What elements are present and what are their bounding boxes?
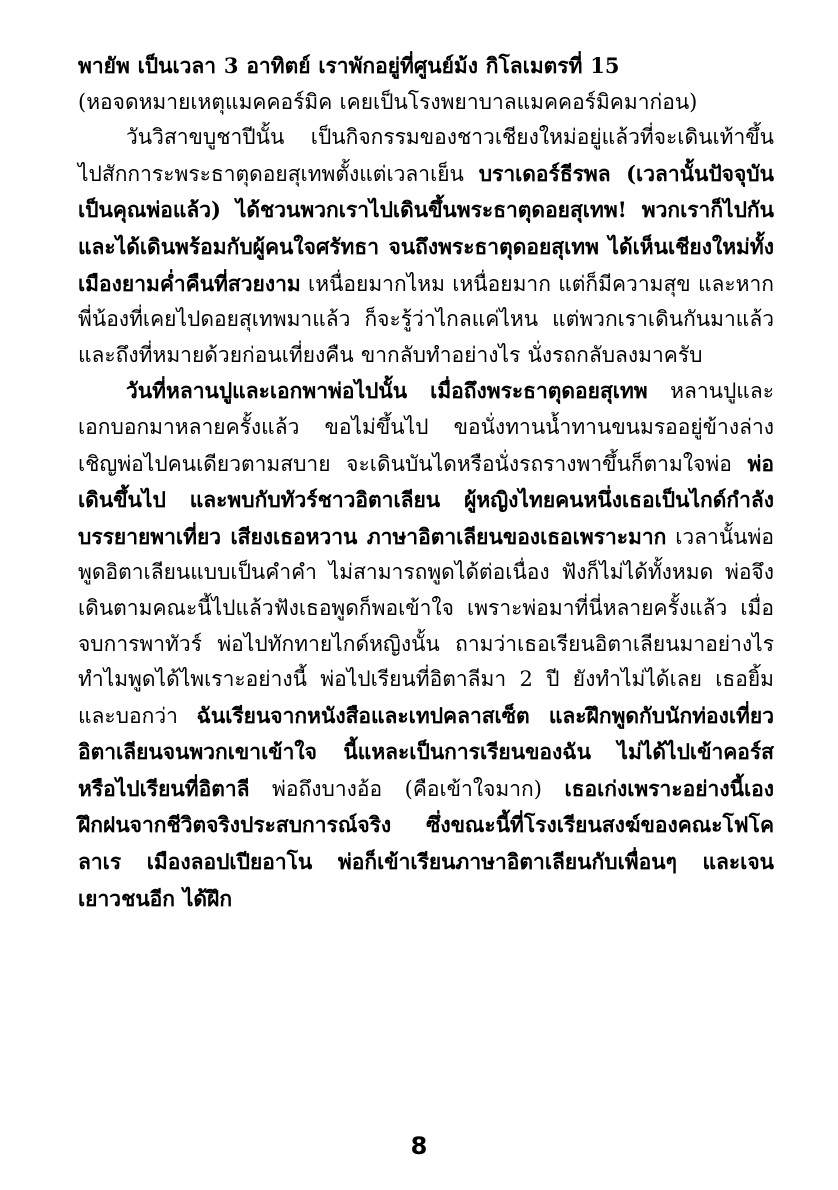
- text-segment: เวลานั้นพ่อพูดอิตาเลียนแบบเป็นคำคำ ไม่สามารถพูดได้ต่อเนื่อง ฟังก็ไม่ได้ทั้งหมด พ่อจึงเดินตามคณะนี้ไปแล้วฟังเธอพูดก็พอเข้าใจ เพราะพ่อมาที่นี่หลายครั้งแล้ว เมื่อจบการพาทัวร์ พ่อไปทักทายไกด์หญิงนั้น ถามว่าเธอเรียนอิตาเลียนมาอย่างไร ทำไมพูดได้ไพเราะอย่างนี้ พ่อไปเรียนที่อิตาลีมา 2 ปี ยังทำไม่ได้เลย เธอยิ้มและบอกว่า: [78, 524, 774, 728]
- text-segment: เหนื่อยมากไหม เหนื่อยมาก แต่ก็มีความสุข และหากพี่น้องที่เคยไปดอยสุเทพมาแล้ว ก็จะรู้ว่าไกลแค่ไหน แต่พวกเราเดินกันมาแล้ว และถึงที่หมายด้วยก่อนเที่ยงคืน ขากลับทำอย่างไร นั่งรถกลับลงมาครับ: [78, 271, 774, 367]
- bold-text-segment: บราเดอร์ธีรพล (เวลานั้นปัจจุบันเป็นคุณพ่อแล้ว) ได้ชวนพวกเราไปเดินขึ้นพระธาตุดอยสุเทพ! พวกเราก็ไปกัน และได้เดินพร้อมกับผู้คนใจศรัทธา จนถึงพระธาตุดอยสุเทพ ได้เห็นเชียงใหม่ทั้งเมืองยามค่ำคืนที่สวยงาม: [78, 160, 774, 296]
- text-segment: วันวิสาขบูชาปีนั้น เป็นกิจกรรมของชาวเชียงใหม่อยู่แล้วที่จะเดินเท้าขึ้นไปสักการะพระธาตุดอยสุเทพตั้งแต่เวลาเย็น: [78, 125, 774, 186]
- paragraph-4: [78, 373, 774, 917]
- text-segment: หลานปูและเอกบอกมาหลายครั้งแล้ว ขอไม่ขึ้นไป ขอนั่งทานน้ำทานขนมรออยู่ข้างล่าง เชิญพ่อไปคนเดียวตามสบาย จะเดินบันไดหรือนั่งรถรางพาขึ้นก็ตามใจพ่อ: [78, 379, 774, 476]
- bold-text-segment: พายัพ เป็นเวลา 3 อาทิตย์ เราพักอยู่ที่ศูนย์ม้ง กิโลเมตรที่ 15: [78, 53, 620, 78]
- text-segment: พ่อถึงบางอ้อ (คือเข้าใจมาก): [249, 776, 565, 801]
- bold-text-segment: พ่อเดินขึ้นไป และพบกับทัวร์ชาวอิตาเลียน ผู้หญิงไทยคนหนึ่งเธอเป็นไกด์กำลังบรรยายพาเที่ยว เสียงเธอหวาน ภาษาอิตาเลียนของเธอเพราะมาก: [78, 450, 774, 549]
- document-body: [78, 48, 774, 917]
- bold-text-segment: เธอเก่งเพราะอย่างนี้เองฝึกฝนจากชีวิตจริงประสบการณ์จริง ซึ่งขณะนี้ที่โรงเรียนสงฆ์ของคณะโฟโคลาเร เมืองลอปเปียอาโน พ่อก็เข้าเรียนภาษาอิตาเลียนกับเพื่อนๆ และเจนเยาวชนอีก ได้ฝึก: [78, 775, 774, 911]
- paragraph-3: [78, 120, 774, 373]
- bold-text-segment: ฉันเรียนจากหนังสือและเทปคลาสเซ็ต และฝึกพูดกับนักท่องเที่ยวอิตาเลียนจนพวกเขาเข้าใจ นี้แหละเป็นการเรียนของฉัน ไม่ได้ไปเข้าคอร์สหรือไปเรียนที่อิตาลี: [78, 702, 774, 801]
- paragraph-2: [78, 85, 774, 121]
- bold-text-segment: วันที่หลานปูและเอกพาพ่อไปนั้น เมื่อถึงพระธาตุดอยสุเทพ: [126, 378, 648, 404]
- paragraph-1: [78, 48, 774, 85]
- text-segment: (หอจดหมายเหตุแมคคอร์มิค เคยเป็นโรงพยาบาลแมคคอร์มิคมาก่อน): [78, 89, 698, 114]
- page-number: 8: [410, 1132, 428, 1160]
